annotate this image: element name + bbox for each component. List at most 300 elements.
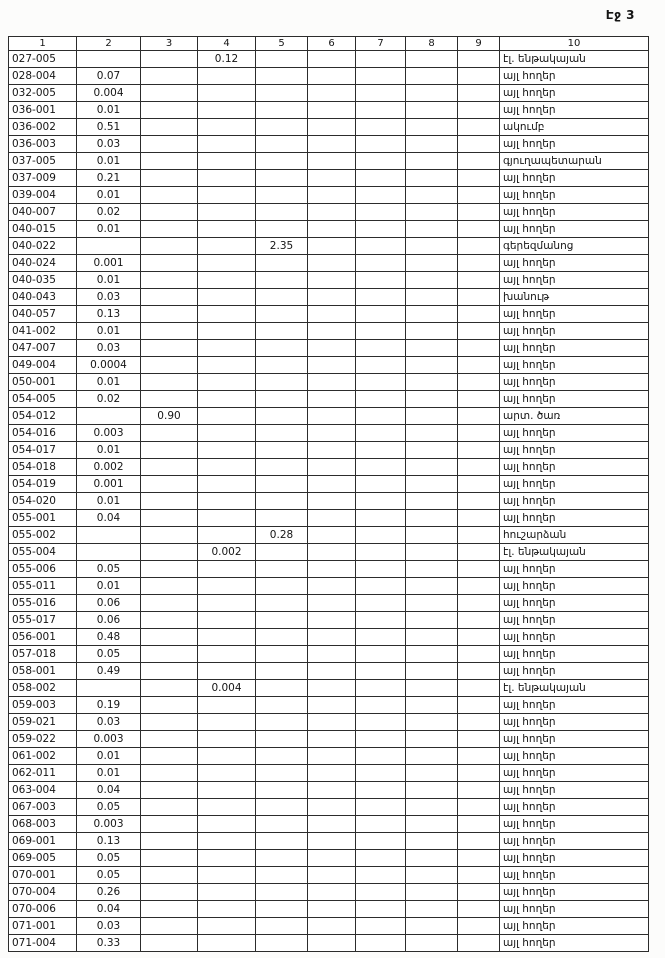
header-cell: 4 [198,37,256,51]
cell-land-usage: այլ հողեր [500,340,649,357]
cell-value [256,255,308,272]
table-row [9,289,649,306]
cell-value [308,289,356,306]
cell-value [256,714,308,731]
cell-value [77,544,141,561]
cell-value: 0.12 [198,51,256,68]
cell-value [256,578,308,595]
cell-value [141,51,198,68]
cell-value [458,663,500,680]
cell-value [356,663,406,680]
cell-parcel-code: 054-016 [9,425,77,442]
table-row [9,153,649,170]
cell-parcel-code: 040-015 [9,221,77,238]
table-row [9,255,649,272]
cell-value [406,646,458,663]
cell-value [141,833,198,850]
cell-value [458,425,500,442]
cell-value [198,935,256,952]
cell-parcel-code: 055-016 [9,595,77,612]
table-row [9,51,649,68]
cell-value [308,272,356,289]
cell-value [77,408,141,425]
cell-land-usage: այլ հողեր [500,833,649,850]
cell-value [356,850,406,867]
cell-value [458,918,500,935]
cell-value [356,340,406,357]
cell-value [458,119,500,136]
cell-land-usage: խանութ [500,289,649,306]
table-row [9,221,649,238]
cell-parcel-code: 040-043 [9,289,77,306]
cell-value: 0.02 [77,204,141,221]
cell-value [406,102,458,119]
cell-value [198,238,256,255]
cell-parcel-code: 036-001 [9,102,77,119]
cell-value: 0.003 [77,425,141,442]
cell-value [356,442,406,459]
cell-land-usage: այլ հողեր [500,884,649,901]
cell-value [308,561,356,578]
cell-land-usage: այլ հողեր [500,255,649,272]
cell-value [308,306,356,323]
cell-value [141,714,198,731]
cell-land-usage: այլ հողեր [500,136,649,153]
table-row [9,187,649,204]
table-row [9,425,649,442]
cell-value [256,306,308,323]
header-cell: 9 [458,37,500,51]
cell-value [458,816,500,833]
cell-value: 0.02 [77,391,141,408]
cell-value [256,612,308,629]
cell-value: 0.28 [256,527,308,544]
cell-parcel-code: 054-018 [9,459,77,476]
cell-value: 0.90 [141,408,198,425]
cell-land-usage: այլ հողեր [500,272,649,289]
cell-value: 0.04 [77,782,141,799]
cell-value [198,629,256,646]
cell-value [308,136,356,153]
cell-value [141,765,198,782]
table-row [9,629,649,646]
cell-parcel-code: 059-021 [9,714,77,731]
table-row [9,697,649,714]
cell-value [256,425,308,442]
cell-value [141,85,198,102]
cell-value [458,374,500,391]
cell-value [406,306,458,323]
cell-parcel-code: 054-020 [9,493,77,510]
table-row [9,816,649,833]
cell-value [256,493,308,510]
cell-parcel-code: 037-009 [9,170,77,187]
cell-value: 0.01 [77,153,141,170]
cell-value [256,102,308,119]
cell-value [406,884,458,901]
cell-value [356,102,406,119]
cell-value [198,340,256,357]
cell-land-usage: այլ հողեր [500,663,649,680]
cell-value [308,663,356,680]
cell-value [256,884,308,901]
table-row [9,493,649,510]
table-row [9,782,649,799]
cell-value: 0.03 [77,289,141,306]
cell-value: 0.003 [77,816,141,833]
cell-value: 0.05 [77,799,141,816]
table-row [9,578,649,595]
cell-value: 0.0004 [77,357,141,374]
cell-value: 0.13 [77,833,141,850]
cell-value [406,374,458,391]
cell-value [406,391,458,408]
cell-value: 0.003 [77,731,141,748]
cell-value [458,323,500,340]
cell-value [308,544,356,561]
cell-value [308,527,356,544]
cell-land-usage: այլ հողեր [500,850,649,867]
cell-value [198,561,256,578]
cell-value [308,459,356,476]
table-row [9,340,649,357]
cell-value: 0.05 [77,867,141,884]
header-cell: 2 [77,37,141,51]
table-row [9,204,649,221]
cell-value [256,544,308,561]
cell-parcel-code: 070-004 [9,884,77,901]
cell-value [198,306,256,323]
cell-value [406,578,458,595]
cell-value [406,408,458,425]
cell-land-usage: այլ հողեր [500,85,649,102]
table-row [9,170,649,187]
cell-value [198,153,256,170]
cell-value [77,51,141,68]
cell-land-usage: հուշարձան [500,527,649,544]
cell-value [198,374,256,391]
cell-land-usage: այլ հողեր [500,170,649,187]
cell-value [308,102,356,119]
header-cell: 5 [256,37,308,51]
cell-value [356,357,406,374]
cell-value [308,51,356,68]
cell-value [256,187,308,204]
cell-value [356,238,406,255]
cell-value [198,68,256,85]
cell-value [256,119,308,136]
table-row [9,102,649,119]
cell-value: 0.21 [77,170,141,187]
cell-value [406,323,458,340]
cell-value [308,714,356,731]
cell-value [458,544,500,561]
cell-value [356,714,406,731]
cell-value: 0.004 [77,85,141,102]
cell-value [141,544,198,561]
cell-value [356,748,406,765]
cell-value [256,391,308,408]
cell-value [256,170,308,187]
cell-value [308,391,356,408]
cell-value [406,901,458,918]
cell-parcel-code: 039-004 [9,187,77,204]
header-cell: 7 [356,37,406,51]
cell-value [458,680,500,697]
cell-value [198,765,256,782]
table-row [9,306,649,323]
cell-value [356,646,406,663]
cell-value [141,272,198,289]
cell-value: 0.002 [198,544,256,561]
cell-value [141,102,198,119]
table-row [9,442,649,459]
cell-value [77,527,141,544]
cell-value [141,119,198,136]
cell-land-usage: գերեզմանոց [500,238,649,255]
cell-value [256,51,308,68]
cell-value: 0.48 [77,629,141,646]
cell-value [141,340,198,357]
cell-land-usage: այլ հողեր [500,493,649,510]
cell-value [458,731,500,748]
cell-value [308,170,356,187]
cell-value [256,646,308,663]
cell-value [308,153,356,170]
cell-value [458,646,500,663]
cell-value [406,476,458,493]
cell-value [458,561,500,578]
cell-value [458,765,500,782]
cell-value [458,255,500,272]
cell-value [406,799,458,816]
table-row [9,119,649,136]
cell-value [256,663,308,680]
table-row [9,391,649,408]
cell-value [198,595,256,612]
cell-value [198,119,256,136]
cell-land-usage: այլ հողեր [500,714,649,731]
cell-value [141,357,198,374]
cell-land-usage: այլ հողեր [500,816,649,833]
cell-value [356,799,406,816]
cell-value [256,289,308,306]
cell-value [356,476,406,493]
cell-value [308,85,356,102]
cell-value [406,697,458,714]
cell-value [308,595,356,612]
cell-value [458,714,500,731]
cell-value [406,255,458,272]
cell-value [141,731,198,748]
cell-value [198,102,256,119]
cell-value [256,221,308,238]
cell-value [256,136,308,153]
cell-parcel-code: 063-004 [9,782,77,799]
cell-parcel-code: 028-004 [9,68,77,85]
cell-value [458,51,500,68]
cell-parcel-code: 070-006 [9,901,77,918]
cell-value [141,782,198,799]
cell-value [458,493,500,510]
cell-value [308,357,356,374]
cell-value [198,323,256,340]
cell-value [198,697,256,714]
cell-value [198,289,256,306]
cell-value [406,51,458,68]
header-row [9,37,649,51]
cell-value [356,136,406,153]
table-row [9,68,649,85]
cell-land-usage: էլ. ենթակայան [500,51,649,68]
cell-value [198,425,256,442]
cell-value [141,136,198,153]
cell-value [141,629,198,646]
table-row [9,272,649,289]
cell-value [308,884,356,901]
cell-land-usage: այլ հողեր [500,306,649,323]
cell-value [458,935,500,952]
cell-value [356,595,406,612]
cell-value [198,799,256,816]
cell-value: 0.01 [77,493,141,510]
cell-value [141,493,198,510]
cell-value [141,289,198,306]
cell-value [356,323,406,340]
cell-value: 0.04 [77,901,141,918]
cell-parcel-code: 067-003 [9,799,77,816]
cell-parcel-code: 054-019 [9,476,77,493]
cell-land-usage: այլ հողեր [500,561,649,578]
cell-parcel-code: 059-003 [9,697,77,714]
cell-value [141,323,198,340]
cell-land-usage: այլ հողեր [500,68,649,85]
cell-value [356,255,406,272]
cell-land-usage: այլ հողեր [500,459,649,476]
table-body [9,51,649,952]
table-row [9,476,649,493]
cell-parcel-code: 055-011 [9,578,77,595]
table-row [9,901,649,918]
cell-value: 0.51 [77,119,141,136]
cell-parcel-code: 037-005 [9,153,77,170]
cell-value [141,442,198,459]
cell-value [406,340,458,357]
cell-value [406,867,458,884]
cell-value [141,527,198,544]
cell-land-usage: այլ հողեր [500,901,649,918]
cell-value [198,884,256,901]
cell-value [198,221,256,238]
cell-value: 0.05 [77,561,141,578]
cell-parcel-code: 049-004 [9,357,77,374]
cell-value [198,901,256,918]
cell-parcel-code: 061-002 [9,748,77,765]
cell-value [308,850,356,867]
header-cell: 6 [308,37,356,51]
cell-value: 0.01 [77,374,141,391]
cell-land-usage: գյուղապետարան [500,153,649,170]
table-row [9,544,649,561]
cell-value [77,680,141,697]
cell-value [141,612,198,629]
cell-value [458,578,500,595]
cell-value [356,221,406,238]
cell-land-usage: ակումբ [500,119,649,136]
cell-parcel-code: 040-007 [9,204,77,221]
cell-value [356,765,406,782]
cell-value [458,102,500,119]
cell-value [406,119,458,136]
cell-parcel-code: 062-011 [9,765,77,782]
cell-value: 0.001 [77,476,141,493]
cell-land-usage: այլ հողեր [500,646,649,663]
cell-value: 0.06 [77,595,141,612]
cell-land-usage: այլ հողեր [500,357,649,374]
cell-land-usage: այլ հողեր [500,867,649,884]
cell-value [406,816,458,833]
cell-value [308,119,356,136]
cell-value [256,833,308,850]
cell-value [308,442,356,459]
page-number-label: Էջ 3 [605,8,635,22]
cell-value: 0.01 [77,221,141,238]
cell-value [458,629,500,646]
cell-value [141,680,198,697]
cell-value [458,697,500,714]
table-row [9,748,649,765]
cell-value [406,850,458,867]
cell-value [356,527,406,544]
cell-land-usage: այլ հողեր [500,782,649,799]
cell-value [356,153,406,170]
cell-value [458,170,500,187]
cell-value [141,748,198,765]
cell-value [198,867,256,884]
cell-land-usage: այլ հողեր [500,918,649,935]
cell-value [356,697,406,714]
cell-value [308,731,356,748]
cell-value [141,918,198,935]
header-cell: 3 [141,37,198,51]
cell-value [308,935,356,952]
cell-value [356,680,406,697]
cell-value [406,544,458,561]
cell-value [308,374,356,391]
cell-land-usage: այլ հողեր [500,323,649,340]
cell-land-usage: այլ հողեր [500,731,649,748]
cell-value: 0.01 [77,323,141,340]
cell-parcel-code: 040-024 [9,255,77,272]
cell-parcel-code: 032-005 [9,85,77,102]
cell-value [308,867,356,884]
cell-value [406,663,458,680]
cell-value [141,204,198,221]
cell-value [406,918,458,935]
cell-value [458,884,500,901]
cell-land-usage: այլ հողեր [500,935,649,952]
cell-value [141,187,198,204]
cell-value [308,510,356,527]
cell-value: 0.07 [77,68,141,85]
cell-value [308,238,356,255]
cell-parcel-code: 036-002 [9,119,77,136]
cell-value [141,646,198,663]
cell-value [141,374,198,391]
cell-value [77,238,141,255]
table-row [9,612,649,629]
cell-value [356,85,406,102]
